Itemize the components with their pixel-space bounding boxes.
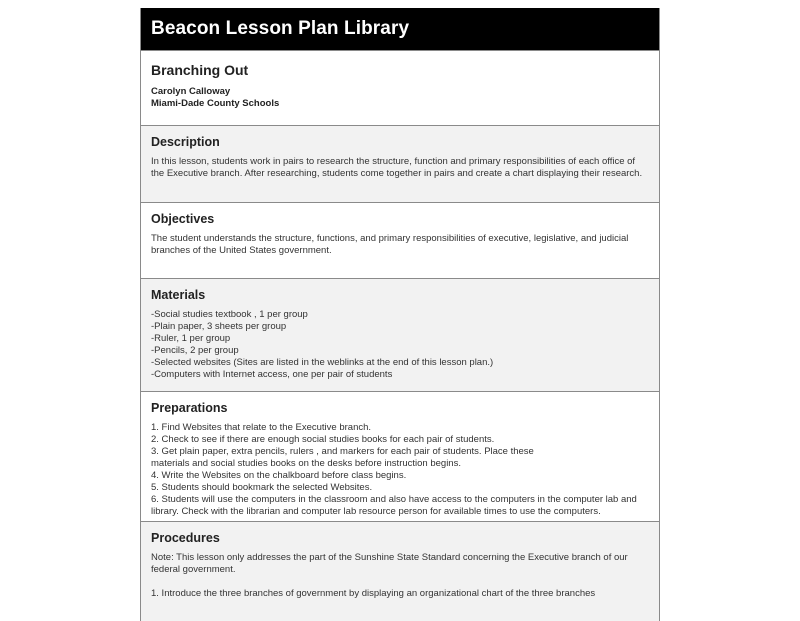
preparations-item: 6. Students will use the computers in the classroom and also have access to the computers in the computer lab and library. Check with the librarian and computer lab resource person for available times to use the computers. [151, 494, 637, 517]
preparations-item: 2. Check to see if there are enough social studies books for each pair of students. [151, 434, 495, 445]
preparations-section [141, 391, 659, 521]
objectives-text: The student understands the structure, functions, and primary responsibilities of executive, legislative, and judicial branches of the United States government. [151, 233, 629, 256]
preparations-item: 5. Students should bookmark the selected Websites. [151, 482, 373, 493]
materials-heading: Materials [151, 288, 206, 302]
description-section [141, 125, 659, 202]
preparations-heading: Preparations [151, 401, 228, 415]
preparations-item: materials and social studies books on the desks before instruction begins. [151, 458, 461, 469]
procedures-section [141, 521, 659, 621]
preparations-list [151, 422, 649, 518]
site-banner [141, 8, 659, 50]
lesson-title: Branching Out [151, 62, 249, 78]
preparations-item: 4. Write the Websites on the chalkboard before class begins. [151, 470, 407, 481]
preparations-item: 1. Find Websites that relate to the Executive branch. [151, 422, 372, 433]
materials-item: -Social studies textbook , 1 per group [151, 309, 308, 320]
procedures-step: 1. Introduce the three branches of government by displaying an organizational chart of the three branches [151, 588, 596, 599]
materials-list [151, 309, 649, 381]
procedures-heading: Procedures [151, 531, 220, 545]
lesson-school: Miami-Dade County Schools [151, 98, 280, 109]
description-heading: Description [151, 135, 220, 149]
description-text: In this lesson, students work in pairs to research the structure, function and primary responsibilities of each office of the Executive branch. After researching, students come together in pairs and create a chart displaying their research. [151, 156, 643, 179]
lesson-author: Carolyn Calloway [151, 86, 231, 97]
materials-section [141, 278, 659, 391]
preparations-item: 3. Get plain paper, extra pencils, rulers , and markers for each pair of students. Place these [151, 446, 534, 457]
objectives-heading: Objectives [151, 212, 215, 226]
materials-item: -Pencils, 2 per group [151, 345, 239, 356]
materials-item: -Ruler, 1 per group [151, 333, 231, 344]
materials-item: -Selected websites (Sites are listed in the weblinks at the end of this lesson plan.) [151, 357, 494, 368]
lesson-plan-page [140, 8, 660, 621]
procedures-note: Note: This lesson only addresses the part of the Sunshine State Standard concerning the Executive branch of our federal government. [151, 552, 628, 575]
materials-item: -Computers with Internet access, one per pair of students [151, 369, 393, 380]
site-title: Beacon Lesson Plan Library [151, 18, 410, 39]
objectives-section [141, 202, 659, 278]
materials-item: -Plain paper, 3 sheets per group [151, 321, 287, 332]
lesson-title-block [141, 50, 659, 125]
